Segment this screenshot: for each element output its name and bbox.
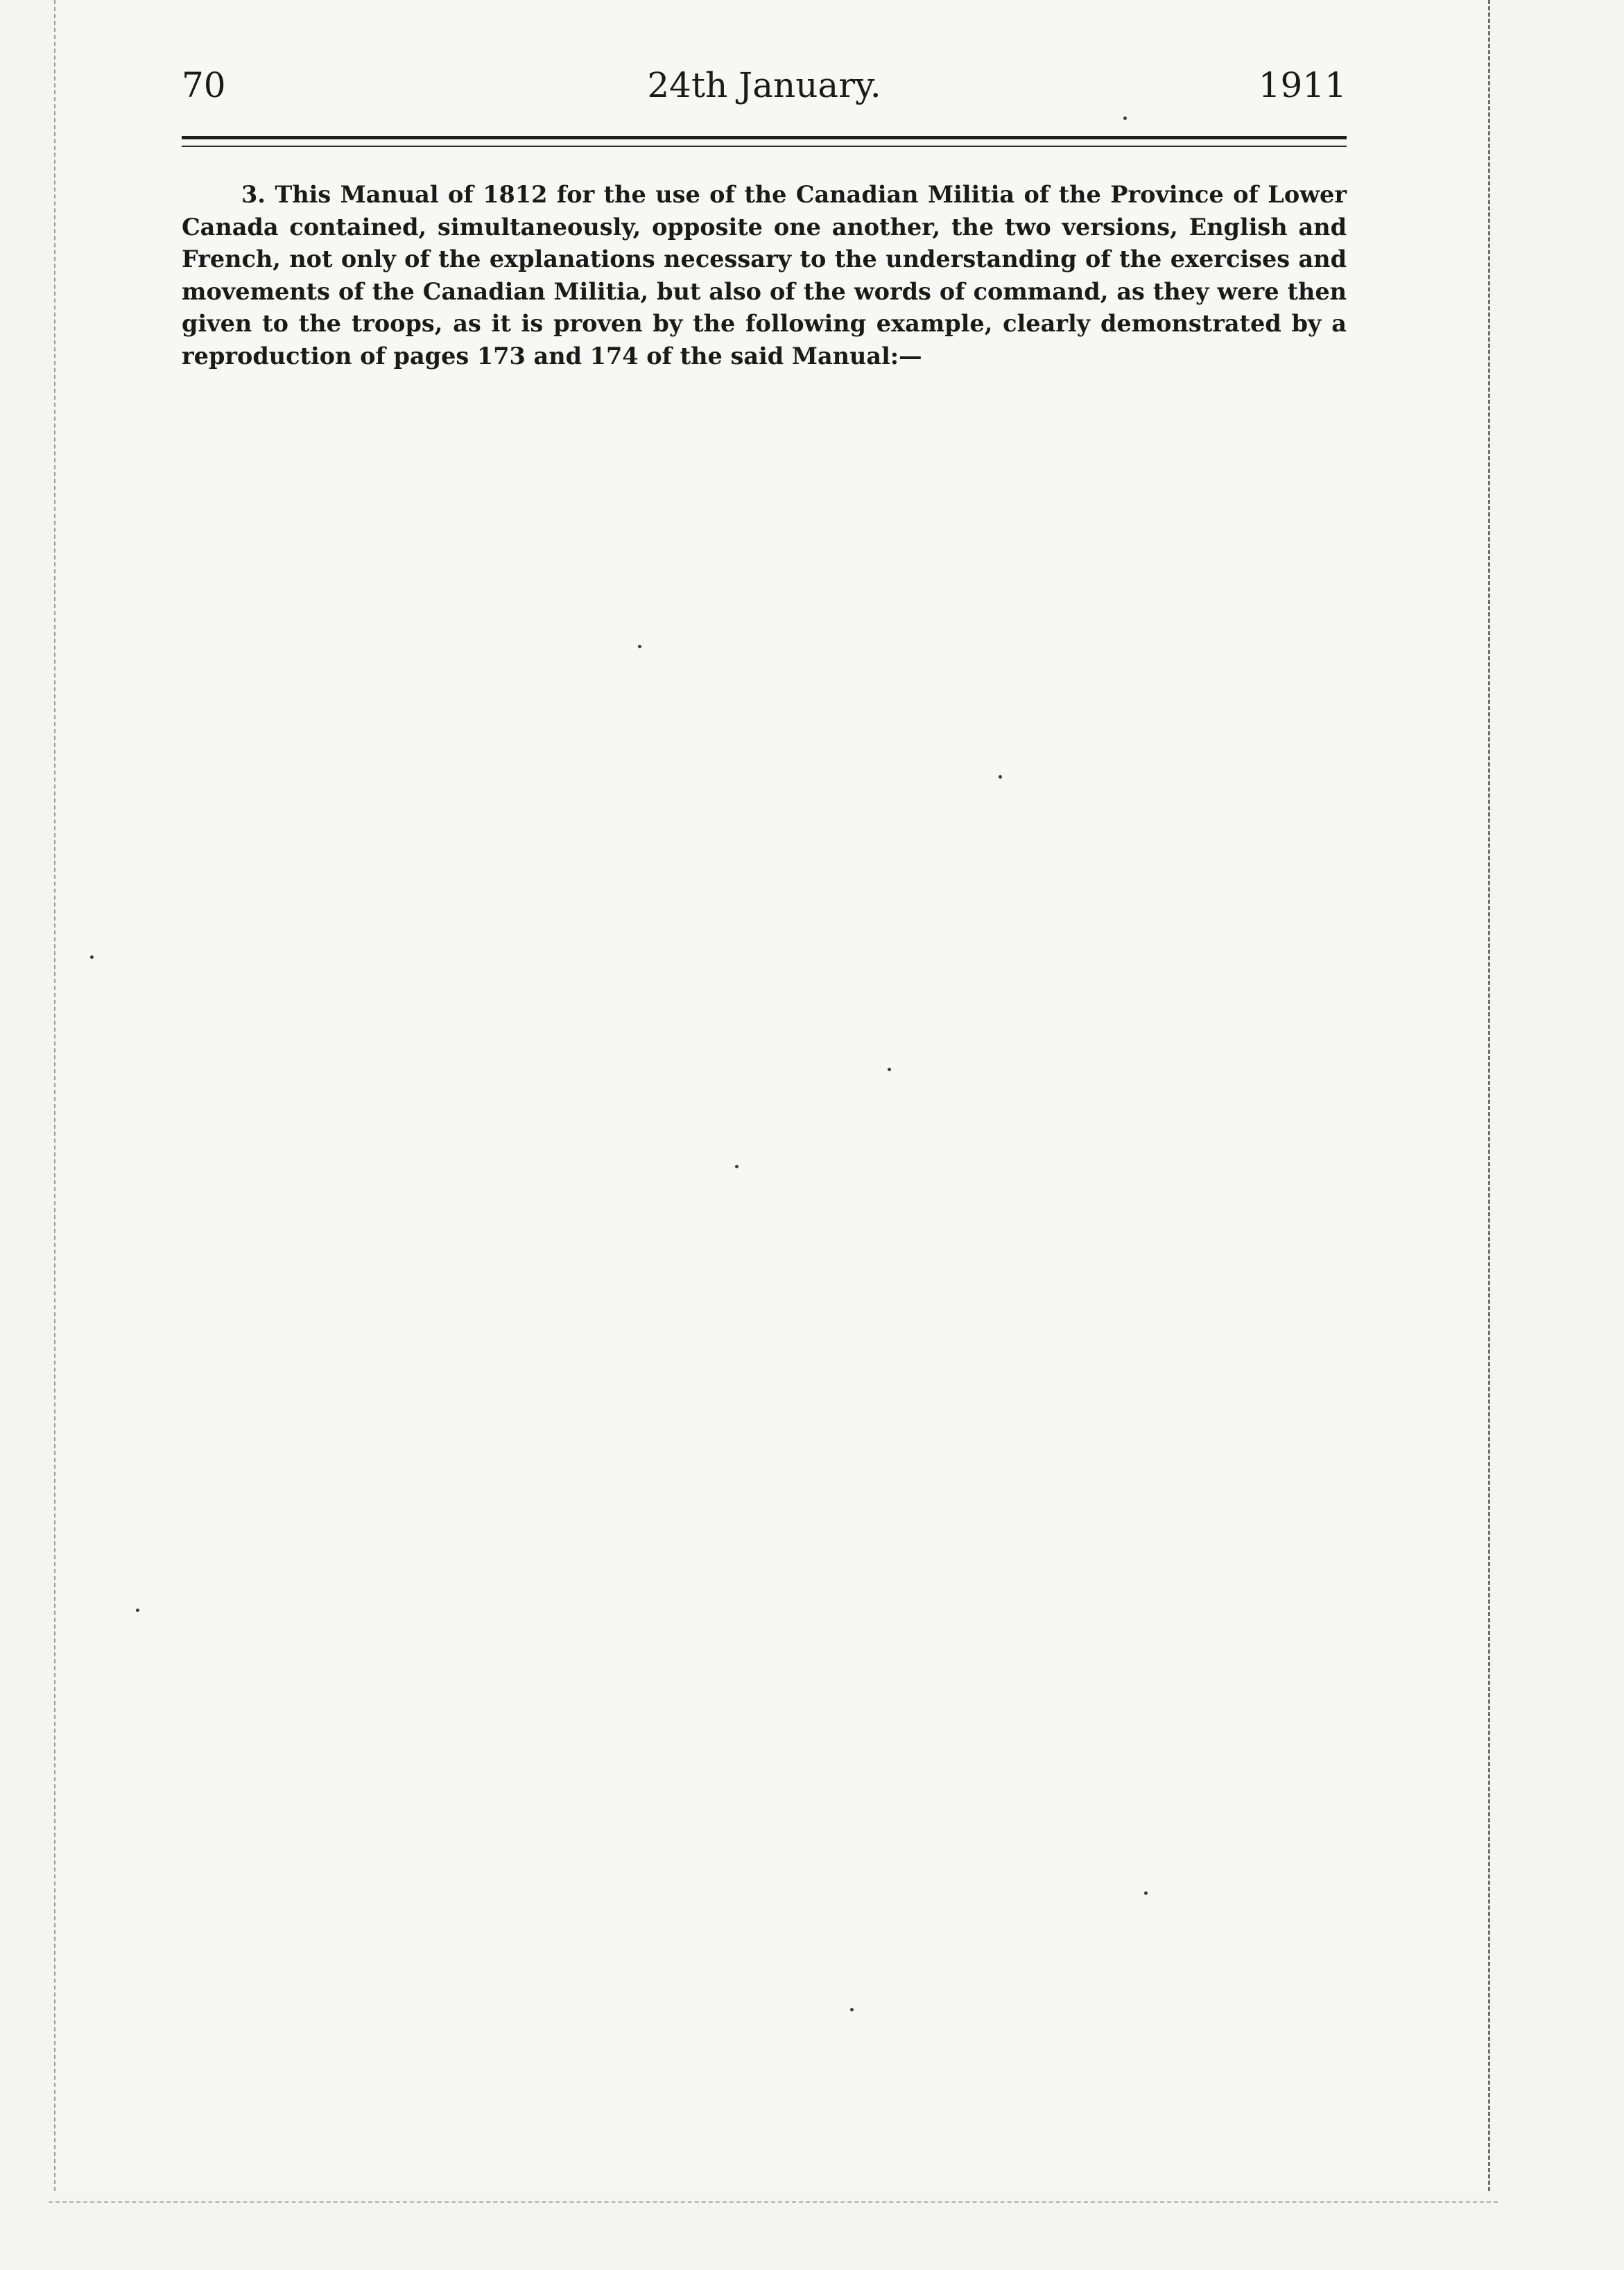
header-rule-thick [182,136,1347,139]
print-speck [136,1609,139,1612]
header-year: 1911 [1258,65,1347,105]
header-rule-thin [182,146,1347,147]
page-number: 70 [182,65,226,105]
print-speck [735,1165,738,1168]
print-speck [850,2008,854,2011]
paragraph-3: 3. This Manual of 1812 for the use of the Canadian Militia of the Province of Lower Canada contained, simultaneously, opposite one another, the two versions, English and French, not only of the explanations necessary to the understanding of the exercises and movements of the Canadian Militia, but also of the words of command, as they were then given to the troops, as it is proven by the following example, clearly demonstrated by a reproduction of pages 173 and 174 of the said Manual:— [182,181,1347,370]
running-header [182,61,1347,116]
print-speck [1144,1891,1148,1895]
print-speck [999,775,1002,779]
print-speck [90,955,94,959]
print-speck [638,645,641,648]
running-date-title: 24th January. [647,65,881,105]
print-speck [1123,116,1127,120]
print-speck [888,1068,891,1071]
page-bottom-edge [49,2201,1498,2203]
